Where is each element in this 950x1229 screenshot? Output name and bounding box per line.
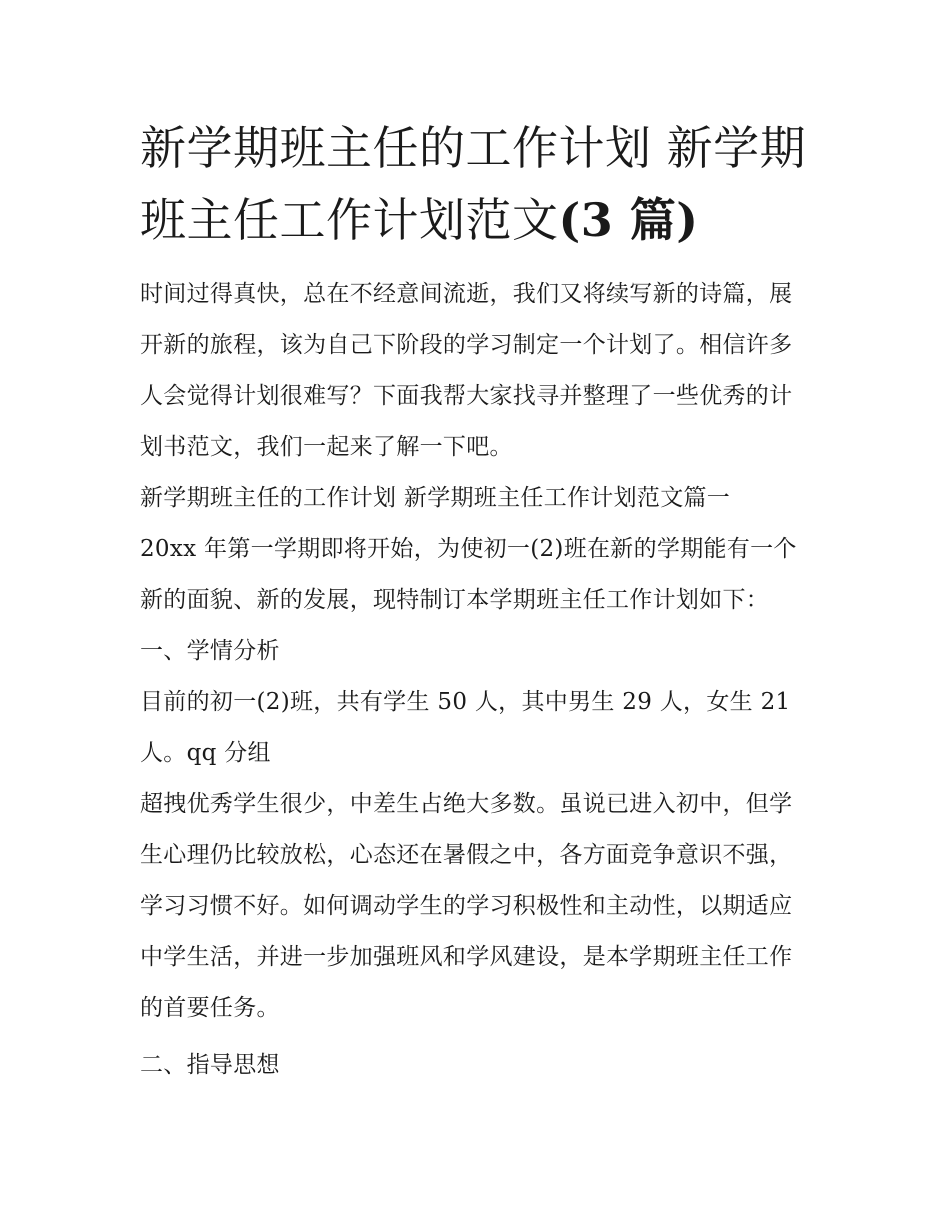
class-statistics-paragraph: 目前的初一(2)班，共有学生 50 人，其中男生 29 人，女生 21 人。qq 分组: [140, 689, 791, 766]
title-main-text: 新学期班主任的工作计划 新学期班主任工作计划范文: [140, 121, 807, 247]
plan-opening-paragraph: 20xx 年第一学期即将开始，为使初一(2)班在新的学期能有一个新的面貌、新的发展，现特制订本学期班主任工作计划如下： 一、学情分析: [140, 536, 797, 664]
section-heading-guiding-ideas: 二、指导思想: [140, 1052, 280, 1078]
document-page: [140, 112, 812, 1091]
document-title: [140, 112, 812, 256]
section-heading-part-one: 新学期班主任的工作计划 新学期班主任工作计划范文篇一: [140, 485, 731, 511]
situation-analysis-paragraph: 超拽优秀学生很少，中差生占绝大多数。虽说已进入初中，但学生心理仍比较放松，心态还在暑假之中，各方面竞争意识不强，学习习惯不好。如何调动学生的学习积极性和主动性，以期适应中学生活，并进一步加强班风和学风建设，是本学期班主任工作的首要任务。: [140, 791, 793, 1021]
title-count-text: (3 篇): [558, 193, 699, 247]
intro-paragraph: 时间过得真快，总在不经意间流逝，我们又将续写新的诗篇，展开新的旅程，该为自己下阶段的学习制定一个计划了。相信许多人会觉得计划很难写？下面我帮大家找寻并整理了一些优秀的计划书范文，我们一起来了解一下吧。: [140, 281, 793, 460]
